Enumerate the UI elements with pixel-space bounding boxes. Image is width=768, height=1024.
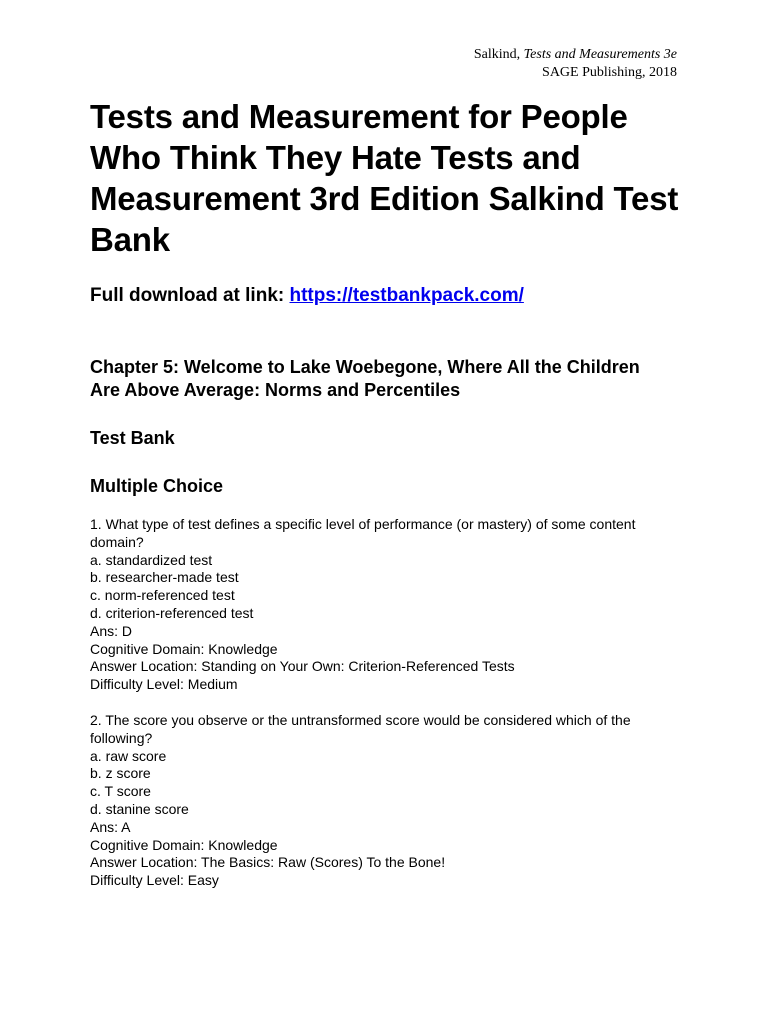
answer-location: Answer Location: Standing on Your Own: Criterion-Referenced Tests — [90, 658, 515, 675]
difficulty-level: Difficulty Level: Easy — [90, 872, 219, 889]
document-title: Tests and Measurement for People Who Think They Hate Tests and Measurement 3rd Edition Salkind Test Bank — [90, 98, 679, 258]
option-d: d. stanine score — [90, 800, 189, 817]
download-line — [90, 284, 524, 308]
download-link[interactable]: https://testbankpack.com/ — [289, 285, 524, 306]
chapter-heading: Chapter 5: Welcome to Lake Woebegone, Where All the Children Are Above Average: Norms and Percentiles — [90, 357, 640, 400]
option-b: b. z score — [90, 765, 151, 782]
option-c: c. T score — [90, 783, 151, 800]
header-publisher: SAGE Publishing, 2018 — [542, 65, 677, 80]
option-d: d. criterion-referenced test — [90, 604, 254, 621]
option-b: b. researcher-made test — [90, 569, 239, 586]
option-a: a. raw score — [90, 747, 167, 764]
section-heading: Test Bank — [90, 428, 175, 448]
header-author: Salkind, — [473, 47, 524, 62]
question-1 — [90, 516, 690, 694]
answer: Ans: A — [90, 818, 131, 835]
subsection-heading: Multiple Choice — [90, 476, 224, 496]
download-label: Full download at link: — [90, 285, 290, 306]
cognitive-domain: Cognitive Domain: Knowledge — [90, 836, 278, 853]
difficulty-level: Difficulty Level: Medium — [90, 676, 238, 693]
answer-location: Answer Location: The Basics: Raw (Scores) To the Bone! — [90, 854, 446, 871]
running-header — [474, 46, 677, 82]
cognitive-domain: Cognitive Domain: Knowledge — [90, 640, 278, 657]
question-stem: 2. The score you observe or the untransformed score would be considered which of the following? — [90, 712, 631, 746]
question-2 — [90, 712, 690, 890]
question-stem: 1. What type of test defines a specific level of performance (or mastery) of some content domain? — [90, 516, 636, 550]
header-citation — [474, 46, 677, 64]
header-book-title: Tests and Measurements 3e — [523, 47, 677, 62]
answer: Ans: D — [90, 622, 133, 639]
option-c: c. norm-referenced test — [90, 587, 235, 604]
option-a: a. standardized test — [90, 551, 213, 568]
